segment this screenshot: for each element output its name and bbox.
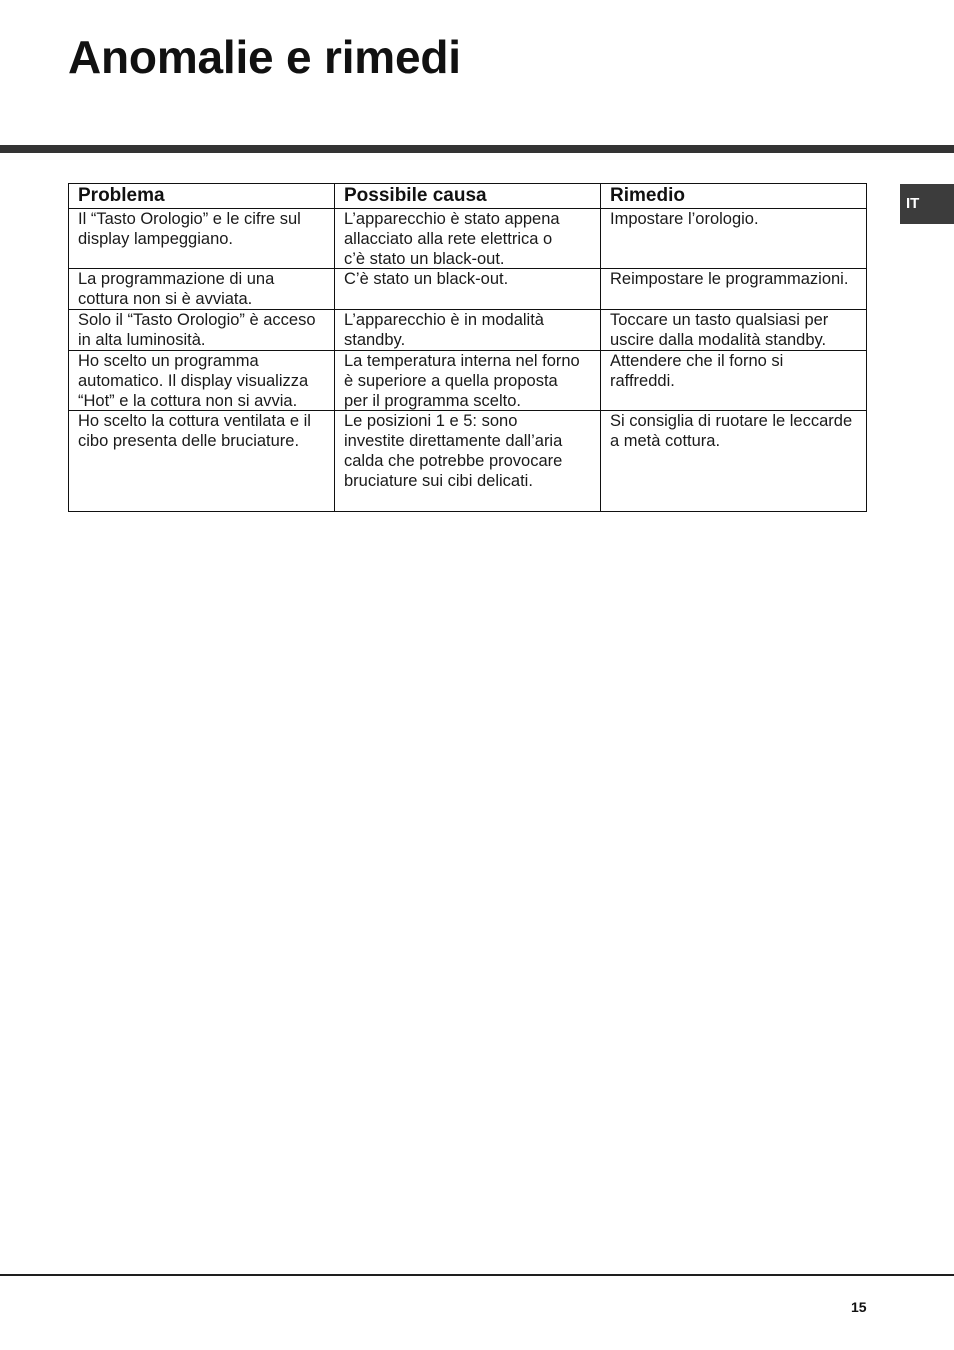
header-problema bbox=[69, 184, 335, 208]
problem-text-line: cottura non si è avviata. bbox=[78, 290, 253, 308]
problem-cell bbox=[69, 351, 335, 410]
troubleshooting-table bbox=[68, 183, 867, 512]
remedy-cell bbox=[601, 411, 866, 511]
remedy-text-line: Si consiglia di ruotare le leccarde bbox=[610, 412, 853, 430]
cause-text-line: L’apparecchio è stato appena bbox=[344, 210, 560, 228]
cause-text-line: c’è stato un black-out. bbox=[344, 250, 505, 268]
problem-text-line: Ho scelto un programma bbox=[78, 352, 259, 370]
problem-text-line: “Hot” e la cottura non si avvia. bbox=[78, 392, 298, 410]
cause-text-line: standby. bbox=[344, 331, 406, 349]
remedy-cell bbox=[601, 209, 866, 268]
cause-text-line: La temperatura interna nel forno bbox=[344, 352, 580, 370]
remedy-cell bbox=[601, 351, 866, 410]
cause-text-line: per il programma scelto. bbox=[344, 392, 521, 410]
cause-cell bbox=[335, 269, 601, 309]
problem-cell bbox=[69, 411, 335, 511]
cause-text-line: calda che potrebbe provocare bbox=[344, 452, 563, 470]
problem-text-line: display lampeggiano. bbox=[78, 230, 234, 248]
cause-text-line: L’apparecchio è in modalità bbox=[344, 311, 544, 329]
page-title: Anomalie e rimedi bbox=[68, 31, 461, 83]
cause-cell bbox=[335, 209, 601, 268]
header-possibile-causa bbox=[335, 184, 601, 208]
title-divider-bar bbox=[0, 145, 954, 153]
cause-text-line: bruciature sui cibi delicati. bbox=[344, 472, 533, 490]
remedy-text-line: Impostare l’orologio. bbox=[610, 210, 759, 228]
cause-text-line: C’è stato un black-out. bbox=[344, 270, 509, 288]
page-number: 15 bbox=[851, 1299, 867, 1315]
table-row bbox=[69, 310, 866, 351]
remedy-text-line: Reimpostare le programmazioni. bbox=[610, 270, 849, 288]
remedy-text-line: Toccare un tasto qualsiasi per bbox=[610, 311, 829, 329]
header-rimedio bbox=[601, 184, 866, 208]
table-row bbox=[69, 209, 866, 269]
problem-cell bbox=[69, 209, 335, 268]
problem-text-line: Ho scelto la cottura ventilata e il bbox=[78, 412, 311, 430]
problem-text-line: automatico. Il display visualizza bbox=[78, 372, 309, 390]
header-label: Possibile causa bbox=[344, 185, 487, 206]
table-header-row bbox=[69, 184, 866, 209]
cause-text-line: Le posizioni 1 e 5: sono bbox=[344, 412, 518, 430]
remedy-text-line: raffreddi. bbox=[610, 372, 675, 390]
language-tab: IT bbox=[900, 184, 954, 224]
problem-text-line: La programmazione di una bbox=[78, 270, 275, 288]
problem-text-line: cibo presenta delle bruciature. bbox=[78, 432, 300, 450]
problem-text-line: Solo il “Tasto Orologio” è acceso bbox=[78, 311, 316, 329]
problem-text-line: in alta luminosità. bbox=[78, 331, 206, 349]
cause-text-line: allacciato alla rete elettrica o bbox=[344, 230, 553, 248]
problem-cell bbox=[69, 310, 335, 350]
cause-cell bbox=[335, 351, 601, 410]
table-row bbox=[69, 269, 866, 310]
remedy-cell bbox=[601, 269, 866, 309]
remedy-text-line: uscire dalla modalità standby. bbox=[610, 331, 827, 349]
header-label: Problema bbox=[78, 185, 165, 206]
table-row bbox=[69, 411, 866, 511]
cause-cell bbox=[335, 310, 601, 350]
cause-text-line: investite direttamente dall’aria bbox=[344, 432, 563, 450]
remedy-text-line: Attendere che il forno si bbox=[610, 352, 784, 370]
footer-rule bbox=[0, 1274, 954, 1276]
remedy-cell bbox=[601, 310, 866, 350]
cause-text-line: è superiore a quella proposta bbox=[344, 372, 558, 390]
remedy-text-line: a metà cottura. bbox=[610, 432, 721, 450]
problem-cell bbox=[69, 269, 335, 309]
problem-text-line: Il “Tasto Orologio” e le cifre sul bbox=[78, 210, 301, 228]
table-row bbox=[69, 351, 866, 411]
header-label: Rimedio bbox=[610, 185, 685, 206]
cause-cell bbox=[335, 411, 601, 511]
